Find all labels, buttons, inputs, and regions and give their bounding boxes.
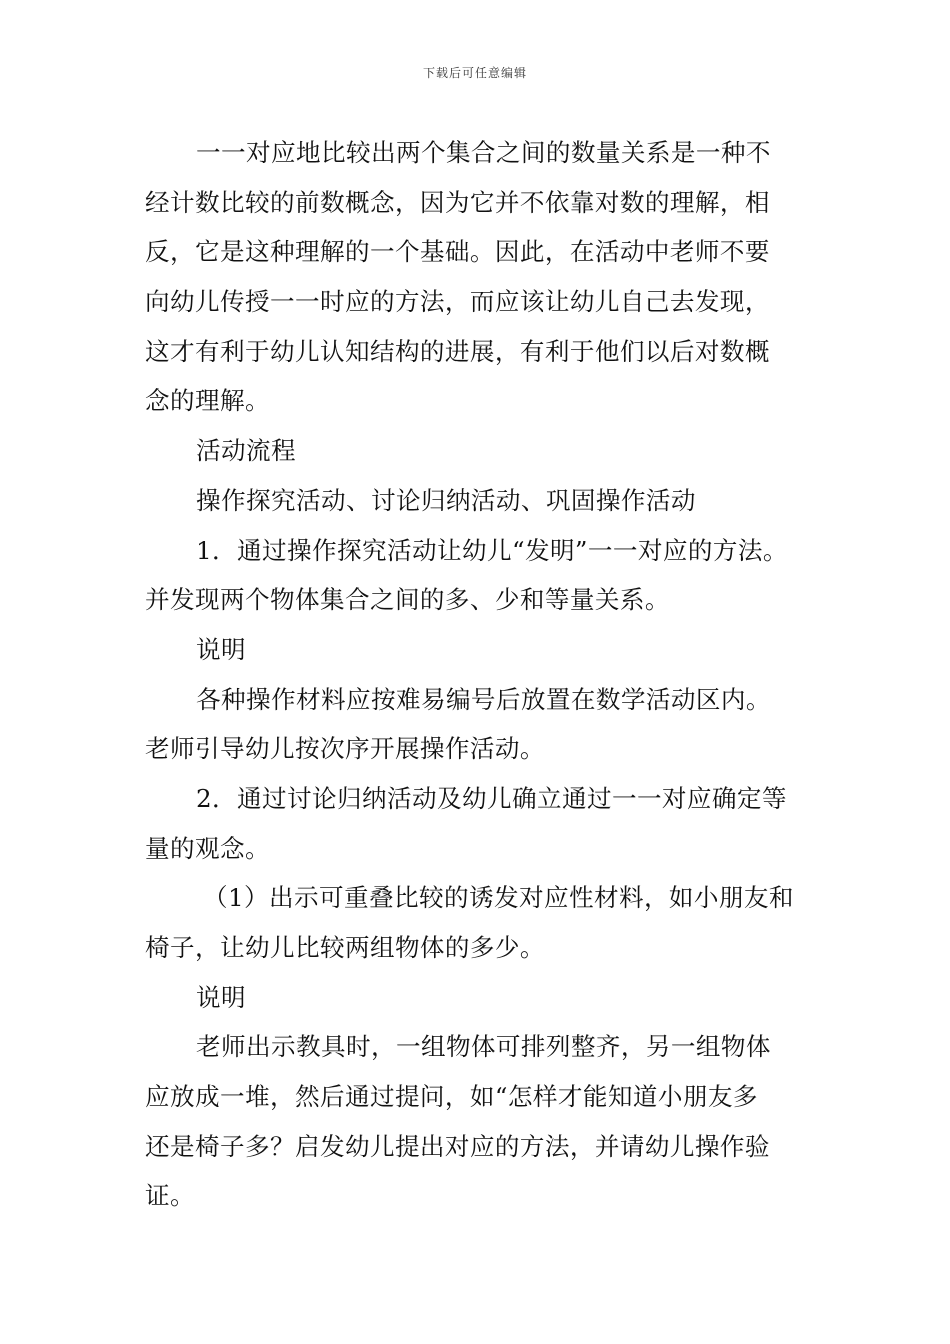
paragraph-line: 这才有利于幼儿认知结构的进展，有利于他们以后对数概 <box>145 336 770 366</box>
paragraph-line: 操作探究活动、讨论归纳活动、巩固操作活动 <box>196 485 696 515</box>
paragraph-line: 反，它是这种理解的一个基础。因此，在活动中老师不要 <box>145 237 770 267</box>
paragraph-line: 老师出示教具时，一组物体可排列整齐，另一组物体 <box>196 1032 771 1062</box>
note-heading: 说明 <box>196 634 246 664</box>
paragraph-line: 念的理解。 <box>145 386 270 416</box>
paragraph-line: 椅子，让幼儿比较两组物体的多少。 <box>145 933 545 962</box>
numbered-item: 1．通过操作探究活动让幼儿“发明”一一对应的方法。 <box>196 535 788 565</box>
paragraph-line: 并发现两个物体集合之间的多、少和等量关系。 <box>145 585 670 615</box>
paragraph-line: 证。 <box>145 1181 195 1211</box>
page-header: 下载后可任意编辑 <box>422 66 527 80</box>
paragraph-line: 经计数比较的前数概念，因为它并不依靠对数的理解，相 <box>145 187 770 217</box>
numbered-item: 2．通过讨论归纳活动及幼儿确立通过一一对应确定等 <box>196 783 787 813</box>
note-heading: 说明 <box>196 982 246 1012</box>
paragraph-line: 一一对应地比较出两个集合之间的数量关系是一种不 <box>196 138 771 167</box>
paragraph-line: 还是椅子多？启发幼儿提出对应的方法，并请幼儿操作验 <box>145 1131 770 1161</box>
paragraph-line: 向幼儿传授一一时应的方法，而应该让幼儿自己去发现， <box>145 287 770 317</box>
sub-item: （1）出示可重叠比较的诱发对应性材料，如小朋友和 <box>203 883 794 913</box>
body-text <box>145 128 810 1221</box>
paragraph-line: 应放成一堆，然后通过提问，如“怎样才能知道小朋友多 <box>145 1082 758 1112</box>
paragraph-line: 量的观念。 <box>145 833 270 863</box>
paragraph-line: 老师引导幼儿按次序开展操作活动。 <box>145 734 545 764</box>
section-heading: 活动流程 <box>196 436 296 466</box>
paragraph-line: 各种操作材料应按难易编号后放置在数学活动区内。 <box>196 684 771 714</box>
